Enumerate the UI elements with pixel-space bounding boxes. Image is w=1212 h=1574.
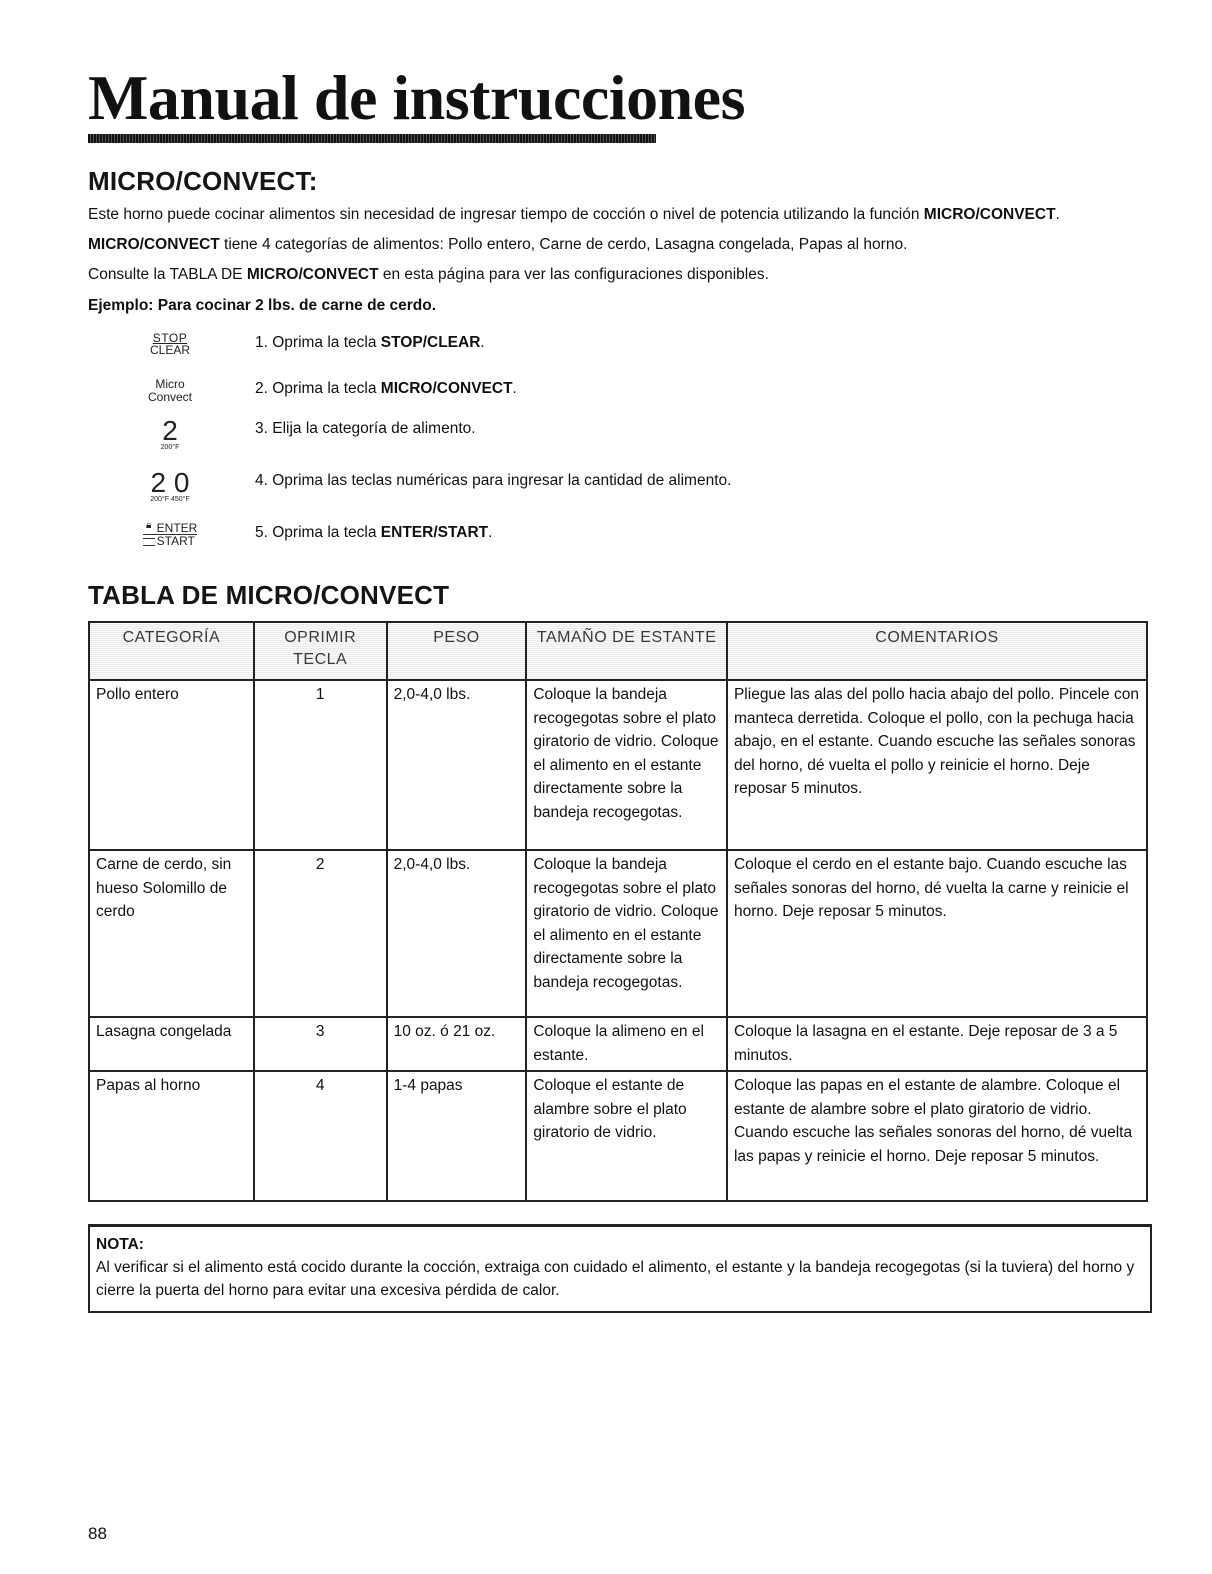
header-peso: PESO [387, 622, 527, 680]
cell-peso: 10 oz. ó 21 oz. [387, 1017, 527, 1071]
intro-line-3-end: en esta página para ver las configuraciones disponibles. [378, 266, 769, 283]
intro-line-1-bold: MICRO/CONVECT [923, 206, 1056, 223]
note-box [88, 1224, 1152, 1313]
note-text: Al verificar si el alimento está cocido durante la cocción, extraiga con cuidado el alimento, el estante y la bandeja recogegotas (si la tuviera) del horno y cierre la puerta del horno para evitar una excesiva pérdida de calor. [96, 1259, 1135, 1299]
micro-key-label: Micro [155, 377, 185, 391]
intro-line-3 [88, 266, 1148, 296]
intro-line-2-bold: MICRO/CONVECT [88, 236, 220, 253]
micro-convect-table [88, 621, 1148, 1202]
number-2-0-keys [120, 467, 220, 504]
cell-peso: 1-4 papas [387, 1071, 527, 1201]
cell-peso: 2,0-4,0 lbs. [387, 850, 527, 1017]
step-4-text: 4. Oprima las teclas numéricas para ingresar la cantidad de alimento. [255, 472, 732, 489]
step-5-text [255, 524, 492, 542]
cell-tecla: 1 [254, 680, 387, 850]
cell-comentarios: Pliegue las alas del pollo hacia abajo del pollo. Pincele con manteca derretida. Coloque el pollo, con la pechuga hacia abajo, en el estante. Cuando escuche las señales sonoras del horno, dé vuelta el pollo y reinicie el horno. Deje reposar 5 minutos. [727, 680, 1147, 850]
intro-line-1 [88, 206, 1148, 236]
cell-categoria: Lasagna congelada [89, 1017, 254, 1071]
cell-comentarios: Coloque las papas en el estante de alambre. Coloque el estante de alambre sobre el plato giratorio de vidrio. Cuando escuche las señales sonoras del horno, dé vuelta las papas y reinicie el horno. Deje reposar 5 minutos. [727, 1071, 1147, 1201]
enter-key-label: ENTER [143, 522, 198, 535]
number-2-key [120, 415, 220, 452]
cell-categoria: Carne de cerdo, sin hueso Solomillo de cerdo [89, 850, 254, 1017]
step-1 [120, 332, 1020, 372]
step-2 [120, 378, 1020, 418]
stop-key-label: STOP [152, 331, 188, 345]
number-2-temp: 200°F [160, 444, 180, 451]
header-oprimir-tecla: OPRIMIR TECLA [254, 622, 387, 680]
section-heading: MICRO/CONVECT: [88, 166, 318, 196]
step-5-plain: 5. Oprima la tecla [255, 524, 381, 541]
equals-lines-icon [143, 538, 155, 546]
step-1-text [255, 334, 485, 352]
step-1-bold: STOP/CLEAR [380, 334, 481, 351]
intro-line-3-text: Consulte la TABLA DE [88, 266, 247, 283]
header-comentarios: COMENTARIOS [727, 622, 1147, 680]
page-number: 88 [88, 1524, 107, 1543]
step-5-end: . [488, 524, 493, 541]
start-key-label: START [156, 534, 195, 548]
title-underline [88, 134, 656, 143]
step-1-end: . [480, 334, 485, 351]
cell-comentarios: Coloque el cerdo en el estante bajo. Cuando escuche las señales sonoras del horno, dé vuelta la carne y reinicie el horno. Deje reposar 5 minutos. [727, 850, 1147, 1017]
clear-key-label: CLEAR [149, 343, 190, 357]
page-title: Manual de instrucciones [88, 62, 745, 133]
table-row [89, 680, 1147, 850]
cell-tecla: 4 [254, 1071, 387, 1201]
cell-tecla: 3 [254, 1017, 387, 1071]
convect-key-label: Convect [147, 390, 193, 404]
table-row [89, 850, 1147, 1017]
table-heading: TABLA DE MICRO/CONVECT [88, 580, 450, 610]
example-heading: Ejemplo: Para cocinar 2 lbs. de carne de cerdo. [88, 297, 437, 314]
number-2-0-temps: 200°F 450°F [150, 496, 190, 503]
header-tamano-estante: TAMAÑO DE ESTANTE [526, 622, 727, 680]
intro-text [88, 206, 1148, 296]
stop-clear-key [120, 332, 220, 357]
step-3-text: 3. Elija la categoría de alimento. [255, 420, 476, 437]
cell-estante: Coloque la bandeja recogegotas sobre el plato giratorio de vidrio. Coloque el alimento en el estante directamente sobre la bandeja recogegotas. [526, 850, 727, 1017]
note-label: NOTA: [96, 1236, 144, 1253]
cell-tecla: 2 [254, 850, 387, 1017]
step-5-bold: ENTER/START [380, 524, 489, 541]
step-5 [120, 522, 1020, 562]
step-4 [120, 467, 1020, 510]
intro-line-1-end: . [1055, 206, 1060, 223]
step-1-plain: 1. Oprima la tecla [255, 334, 381, 351]
table-row [89, 1017, 1147, 1071]
micro-convect-key [120, 378, 220, 404]
step-2-end: . [512, 380, 517, 397]
step-3 [120, 415, 1020, 458]
cell-categoria: Pollo entero [89, 680, 254, 850]
intro-line-1-text: Este horno puede cocinar alimentos sin necesidad de ingresar tiempo de cocción o nivel de potencia utilizando la función [88, 206, 924, 223]
table-row [89, 1071, 1147, 1201]
number-2-label: 2 [162, 415, 178, 446]
intro-line-2-text: tiene 4 categorías de alimentos: Pollo entero, Carne de cerdo, Lasagna congelada, Papas al horno. [219, 236, 908, 253]
intro-line-3-bold: MICRO/CONVECT [246, 266, 379, 283]
step-2-text [255, 380, 517, 398]
cell-categoria: Papas al horno [89, 1071, 254, 1201]
step-2-bold: MICRO/CONVECT [380, 380, 513, 397]
step-2-plain: 2. Oprima la tecla [255, 380, 381, 397]
lock-icon: 🔒︎ [146, 520, 152, 531]
enter-start-key [120, 522, 220, 550]
cell-estante: Coloque el estante de alambre sobre el plato giratorio de vidrio. [526, 1071, 727, 1201]
table-header-row [89, 622, 1147, 680]
cell-peso: 2,0-4,0 lbs. [387, 680, 527, 850]
cell-estante: Coloque la alimeno en el estante. [526, 1017, 727, 1071]
cell-comentarios: Coloque la lasagna en el estante. Deje reposar de 3 a 5 minutos. [727, 1017, 1147, 1071]
intro-line-2 [88, 236, 1148, 266]
cell-estante: Coloque la bandeja recogegotas sobre el plato giratorio de vidrio. Coloque el alimento en el estante directamente sobre la bandeja recogegotas. [526, 680, 727, 850]
number-2-0-label: 2 0 [150, 467, 190, 498]
header-categoria: CATEGORÍA [89, 622, 254, 680]
